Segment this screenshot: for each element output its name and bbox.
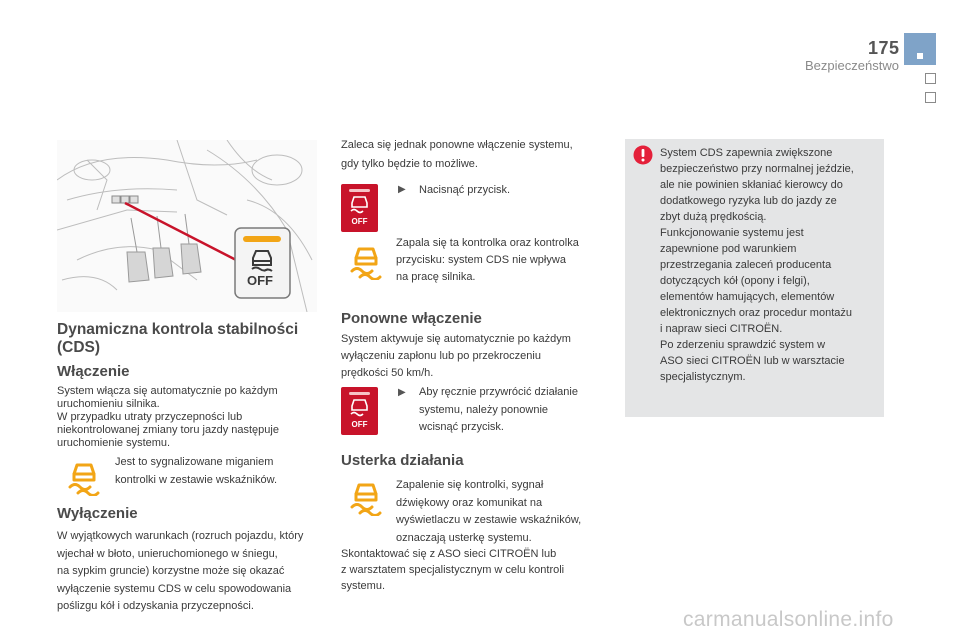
step1-text: Nacisnąć przycisk. <box>419 184 511 196</box>
enable-indicator-text: Jest to sygnalizowane miganiem kontrolki w zestawie wskaźników. <box>115 456 278 486</box>
page-number: 175 <box>868 38 900 58</box>
enable-heading: Włączenie <box>57 363 130 380</box>
disable-text: W wyjątkowych warunkach (rozruch pojazdu, który wjechał w błoto, unieruchomionego w śniegu, na sypkim gruncie) korzystne może się okazać wyłączenie systemu CDS w celu spowodowania poślizgu kół i odzyskania przyczepności. <box>57 530 304 612</box>
dashboard-illustration <box>57 140 317 312</box>
nav-square-2 <box>925 92 936 103</box>
illustration-off-label: OFF <box>247 273 273 288</box>
skid-warning-icon <box>348 244 384 280</box>
pointer-bullet-icon: ▶ <box>398 387 406 398</box>
watermark: carmanualsonline.info <box>683 608 894 631</box>
disable-heading: Wyłączenie <box>57 505 138 522</box>
section-title: Bezpieczeństwo <box>805 58 899 73</box>
cds-off-button-icon: OFF <box>341 387 378 435</box>
enable-text: System włącza się automatycznie po każdym uruchomieniu silnika. W przypadku utraty przyczepności lub niekontrolowanej zmiany toru jazdy następuje uruchomienie systemu. <box>57 385 279 449</box>
warning-box <box>625 139 884 417</box>
section-tab <box>904 33 936 65</box>
warning-text: System CDS zapewnia zwiększone bezpieczeństwo przy normalnej jeździe, ale nie powinien skłaniać kierowcy do dodatkowego ryzyka lub do jazdy ze zbyt dużą prędkością. Funkcjonowanie systemu jest zapewnione pod warunkiem przestrzegania zaleceń producenta dotyczących kół (opony i felgi), elementów hamujących, elementów elektronicznych oraz procedur montażu i napraw sieci CITROËN. Po zderzeniu sprawdzić system w ASO sieci CITROËN lub w warsztacie specjalistycznym. <box>660 147 854 383</box>
fault-text: Zapalenie się kontrolki, sygnał dźwiękowy oraz komunikat na wyświetlaczu w zestawie wskaźników, oznaczają usterkę systemu. <box>396 479 582 544</box>
fault-contact-text: Skontaktować się z ASO sieci CITROËN lub z warsztatem specjalistycznym w celu kontroli systemu. <box>341 548 565 592</box>
skid-warning-icon <box>348 480 384 516</box>
step2-text: Aby ręcznie przywrócić działanie systemu, należy ponownie wcisnąć przycisk. <box>419 386 578 433</box>
reenable-text: System aktywuje się automatycznie po każdym wyłączeniu zapłonu lub po przekroczeniu prędkości 50 km/h. <box>341 333 571 379</box>
reenable-heading: Ponowne włączenie <box>341 310 482 327</box>
fault-heading: Usterka działania <box>341 452 464 469</box>
nav-square-1 <box>925 73 936 84</box>
exclamation-alert-icon <box>633 145 653 165</box>
step1-result-text: Zapala się ta kontrolka oraz kontrolka przycisku: system CDS nie wpływa na pracę silnika. <box>396 237 579 283</box>
pointer-bullet-icon: ▶ <box>398 184 406 195</box>
cds-off-button-icon: OFF <box>341 184 378 232</box>
page-heading: Dynamiczna kontrola stabilności (CDS) <box>57 321 299 356</box>
skid-warning-icon <box>66 460 102 496</box>
intro-text: Zaleca się jednak ponowne włączenie systemu, gdy tylko będzie to możliwe. <box>341 139 573 170</box>
